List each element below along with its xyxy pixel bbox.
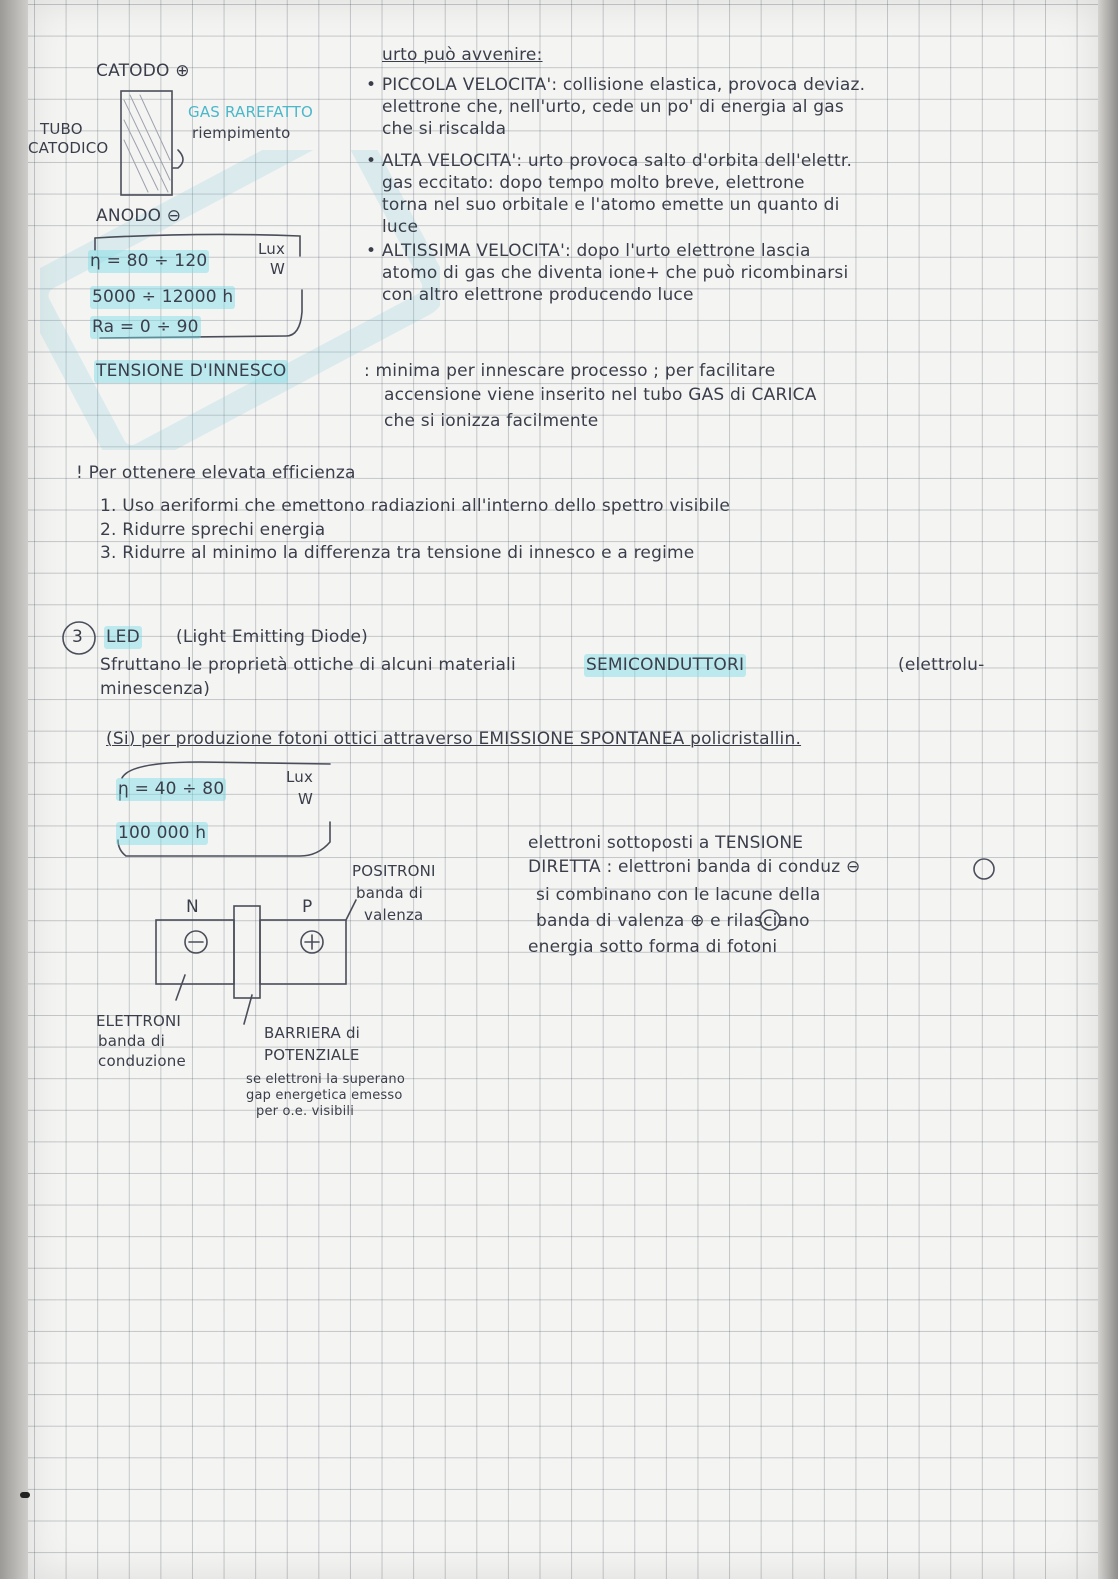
urto-line: torna nel suo orbitale e l'atomo emette un quanto di [382,195,840,215]
urto-line: con altro elettrone producendo luce [382,285,694,305]
led-unit-denominator: W [298,790,314,808]
barriera-note: se elettroni la superano [246,1072,405,1087]
cathode-color-rendering: Ra = 0 ÷ 90 [92,317,199,337]
led-explanation-line: si combinano con le lacune della [536,885,821,905]
led-explanation-line: DIRETTA : elettroni banda di conduz ⊖ [528,857,861,877]
anode-label: ANODO ⊖ [96,206,182,226]
led-description-b: SEMICONDUTTORI [586,655,745,675]
urto-line: elettrone che, nell'urto, cede un po' di energia al gas [382,97,844,117]
binding-edge-right [1098,0,1118,1579]
led-section-number: 3 [72,627,84,647]
efficiency-item: 3. Ridurre al minimo la differenza tra tensione di innesco e a regime [100,543,695,563]
tube-label-line1: TUBO [40,120,83,138]
positroni-label: banda di [356,884,423,902]
cathode-unit-denominator: W [270,260,286,278]
barriera-label: BARRIERA di [264,1024,361,1042]
elettroni-label: banda di [98,1032,165,1050]
diagram-n-label: N [186,897,199,917]
barriera-note: gap energetica emesso [246,1088,403,1103]
binding-hole [20,1492,30,1498]
binding-edge-left [0,0,28,1579]
led-unit-numerator: Lux [286,768,314,786]
efficiency-item: 1. Uso aeriformi che emettono radiazioni all'interno dello spettro visibile [100,496,730,516]
tensione-line: : minima per innescare processo ; per facilitare [364,361,776,381]
urto-line: che si riscalda [382,119,507,139]
cathode-lifetime: 5000 ÷ 12000 h [92,287,234,307]
led-description-line2: minescenza) [100,679,211,699]
gas-label-line1: GAS RAREFATTO [188,103,313,121]
cathode-label: CATODO ⊕ [96,61,190,81]
efficiency-item: 2. Ridurre sprechi energia [100,520,326,540]
tube-label-line2: CATODICO [28,139,109,157]
urto-line: gas eccitato: dopo tempo molto breve, elettrone [382,173,805,193]
tensione-label: TENSIONE D'INNESCO [96,361,287,381]
led-subtitle: (Light Emitting Diode) [176,627,369,647]
gas-label-line2: riempimento [192,124,291,142]
tensione-line: che si ionizza facilmente [384,411,599,431]
led-emission-line: (Si) per produzione fotoni ottici attraverso EMISSIONE SPONTANEA policristallin. [106,729,802,749]
led-explanation-line: banda di valenza ⊕ e rilasciano [536,911,810,931]
led-lifetime: 100 000 h [118,823,207,843]
barriera-label: POTENZIALE [264,1046,360,1064]
diagram-p-label: P [302,897,313,917]
cathode-unit-numerator: Lux [258,240,286,258]
led-explanation-line: energia sotto forma di fotoni [528,937,778,957]
led-explanation-line: elettroni sottoposti a TENSIONE [528,833,804,853]
led-title: LED [106,627,140,647]
barriera-note: per o.e. visibili [256,1104,355,1119]
urto-line: • ALTISSIMA VELOCITA': dopo l'urto elettrone lascia [366,241,811,261]
led-efficiency: η = 40 ÷ 80 [118,779,225,799]
urto-line: luce [382,217,419,237]
tensione-line: accensione viene inserito nel tubo GAS di CARICA [384,385,817,405]
urto-line: • ALTA VELOCITA': urto provoca salto d'orbita dell'elettr. [366,151,853,171]
urto-title: urto può avvenire: [382,45,543,65]
positroni-label: POSITRONI [352,862,436,880]
urto-line: • PICCOLA VELOCITA': collisione elastica, provoca deviaz. [366,75,866,95]
led-description-c: (elettrolu- [898,655,985,675]
positroni-label: valenza [364,906,424,924]
elettroni-label: ELETTRONI [96,1012,182,1030]
urto-line: atomo di gas che diventa ione+ che può ricombinarsi [382,263,849,283]
elettroni-label: conduzione [98,1052,186,1070]
led-description-a: Sfruttano le proprietà ottiche di alcuni materiali [100,655,516,675]
efficiency-title: ! Per ottenere elevata efficienza [76,463,356,483]
cathode-efficiency: η = 80 ÷ 120 [90,251,208,271]
